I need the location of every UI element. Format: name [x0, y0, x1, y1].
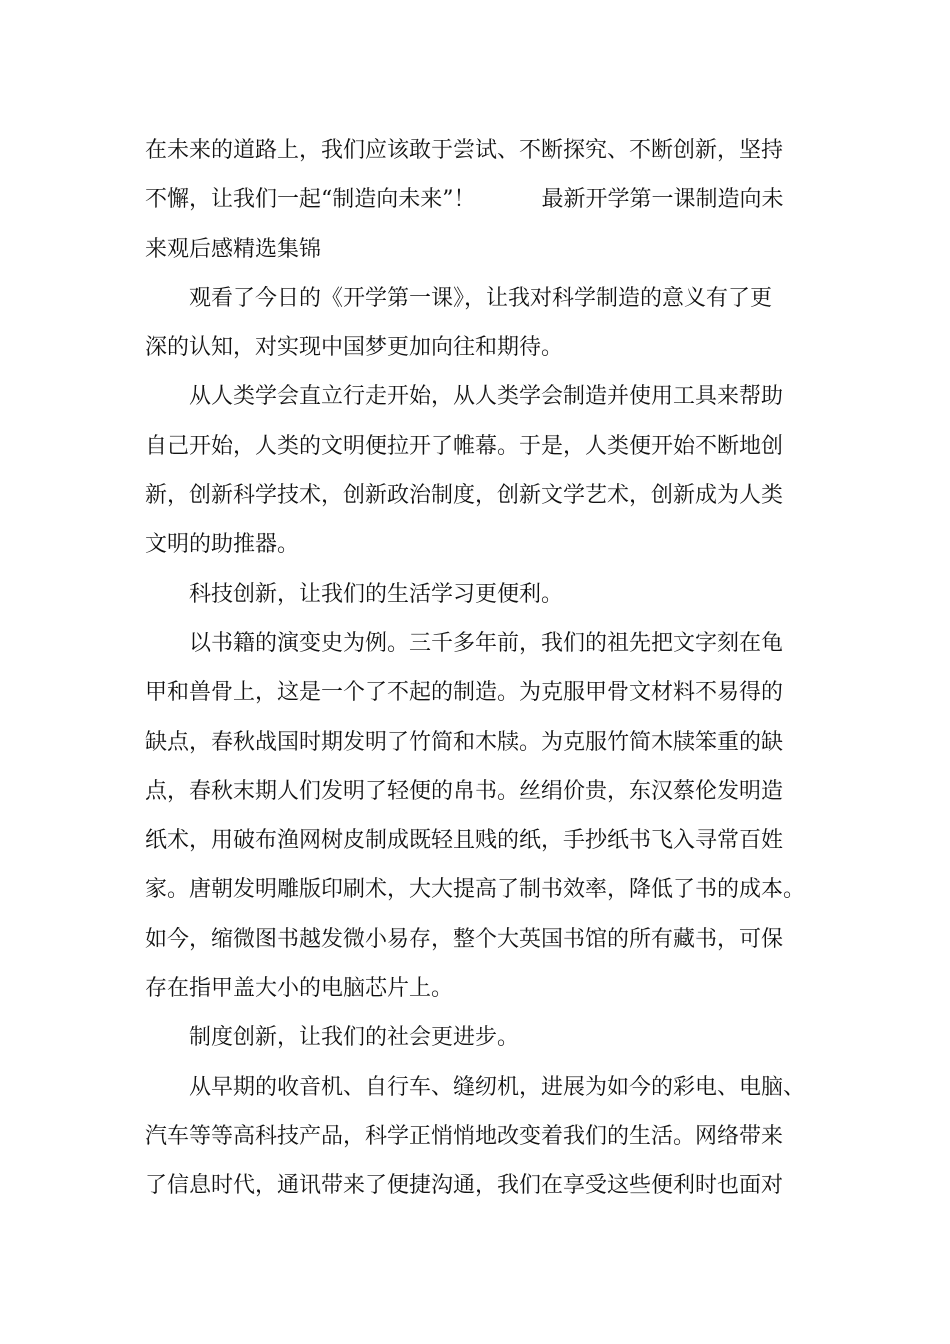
paragraph-first-line: 从人类学会直立行走开始，从人类学会制造并使用工具来帮助	[189, 384, 784, 410]
text-line: 纸术，用破布渔网树皮制成既轻且贱的纸，手抄纸书飞入寻常百姓	[145, 828, 784, 854]
text-line: 汽车等等高科技产品，科学正悄悄地改变着我们的生活。网络带来	[145, 1123, 784, 1149]
text-line: 在未来的道路上，我们应该敢于尝试、不断探究、不断创新，坚持	[145, 138, 784, 163]
text-line: 来观后感精选集锦	[145, 236, 322, 262]
paragraph-first-line: 从早期的收音机、自行车、缝纫机，进展为如今的彩电、电脑、	[189, 1074, 806, 1100]
paragraph-first-line: 以书籍的演变史为例。三千多年前，我们的祖先把文字刻在龟	[189, 630, 784, 656]
paragraph-first-line: 观看了今日的《开学第一课》，让我对科学制造的意义有了更	[189, 285, 773, 311]
text-line: 如今，缩微图书越发微小易存，整个大英国书馆的所有藏书，可保	[145, 926, 784, 952]
text-line: 存在指甲盖大小的电脑芯片上。	[145, 976, 454, 1002]
text-line: 甲和兽骨上，这是一个了不起的制造。为克服甲骨文材料不易得的	[145, 680, 784, 706]
text-line: 深的认知，对实现中国梦更加向往和期待。	[145, 335, 564, 361]
text-line: 自己开始，人类的文明便拉开了帷幕。于是，人类便开始不断地创	[145, 433, 784, 459]
paragraph-first-line: 制度创新，让我们的社会更进步。	[189, 1025, 520, 1051]
document-body	[145, 126, 815, 1211]
paragraph-first-line: 科技创新，让我们的生活学习更便利。	[189, 581, 564, 607]
text-line: 缺点，春秋战国时期发明了竹简和木牍。为克服竹简木牍笨重的缺	[145, 729, 784, 755]
text-line: 家。唐朝发明雕版印刷术，大大提高了制书效率，降低了书的成本。	[145, 877, 806, 903]
text-line: 新，创新科学技术，创新政治制度，创新文学艺术，创新成为人类	[145, 483, 784, 509]
text-line: 了信息时代，通讯带来了便捷沟通，我们在享受这些便利时也面对	[145, 1173, 784, 1199]
text-line: 点，春秋末期人们发明了轻便的帛书。丝绢价贵，东汉蔡伦发明造	[145, 778, 784, 804]
text-line: 不懈，让我们一起“制造向未来”！ 最新开学第一课制造向未	[145, 187, 784, 213]
text-line: 文明的助推器。	[145, 532, 300, 558]
